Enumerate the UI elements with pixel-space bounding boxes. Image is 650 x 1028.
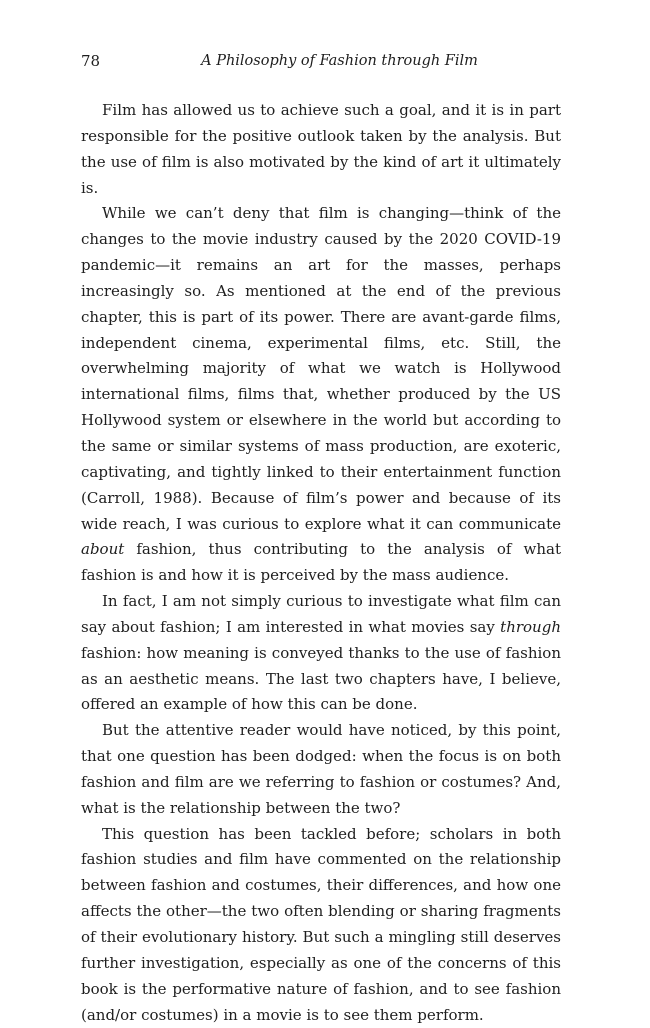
paragraph-4 <box>81 718 561 821</box>
paragraph-text: While we can’t deny that film is changing—think of the changes to the movie industry caused by the 2020 COVID-19 pandemic—it remains an art for the masses, perhaps increasingly so. As mentioned at the end of the previous chapter, this is part of its power. There are avant-garde films, independent cinema, experimental films, etc. Still, the overwhelming majority of what we watch is Hollywood international films, films that, whether produced by the US Hollywood system or elsewhere in the world but according to the same or similar systems of mass production, are exoteric, captivating, and tightly linked to their entertainment function (Carroll, 1988). Because of film’s power and because of its wide reach, I was curious to explore what it can communicate <box>81 204 561 533</box>
paragraph-text: But the attentive reader would have noticed, by this point, that one question has been dodged: when the focus is on both fashion and film are we referring to fashion or costumes? And, what is the relationship between the two? <box>81 721 561 817</box>
paragraph-text: This question has been tackled before; scholars in both fashion studies and film have commented on the relationship between fashion and costumes, their differences, and how one affects the other—the two often blending or sharing fragments of their evolutionary history. But such a mingling still deserves further investigation, especially as one of the concerns of this book is the performative nature of fashion, and to see fashion (and/or costumes) in a movie is to see them perform. <box>81 824 561 1024</box>
emphasis-through: through <box>500 617 561 636</box>
page-number: 78 <box>81 52 101 70</box>
paragraph-2 <box>81 201 561 589</box>
body-text <box>81 98 561 1028</box>
paragraph-text: Film has allowed us to achieve such a goal, and it is in part responsible for the positive outlook taken by the analysis. But the use of film is also motivated by the kind of art it ultimately is. <box>81 101 561 197</box>
paragraph-1 <box>81 98 561 201</box>
running-title: A Philosophy of Fashion through Film <box>201 53 478 69</box>
paragraph-text: In fact, I am not simply curious to investigate what film can say about fashion; I am interested in what movies say <box>81 592 561 636</box>
paragraph-5 <box>81 822 561 1028</box>
paragraph-text: fashion: how meaning is conveyed thanks to the use of fashion as an aesthetic means. The last two chapters have, I believe, offered an example of how this can be done. <box>81 643 561 714</box>
running-head <box>81 50 562 74</box>
paragraph-text: fashion, thus contributing to the analysis of what fashion is and how it is perceived by the mass audience. <box>81 540 561 585</box>
paragraph-3 <box>81 589 561 718</box>
emphasis-about: about <box>81 540 125 559</box>
